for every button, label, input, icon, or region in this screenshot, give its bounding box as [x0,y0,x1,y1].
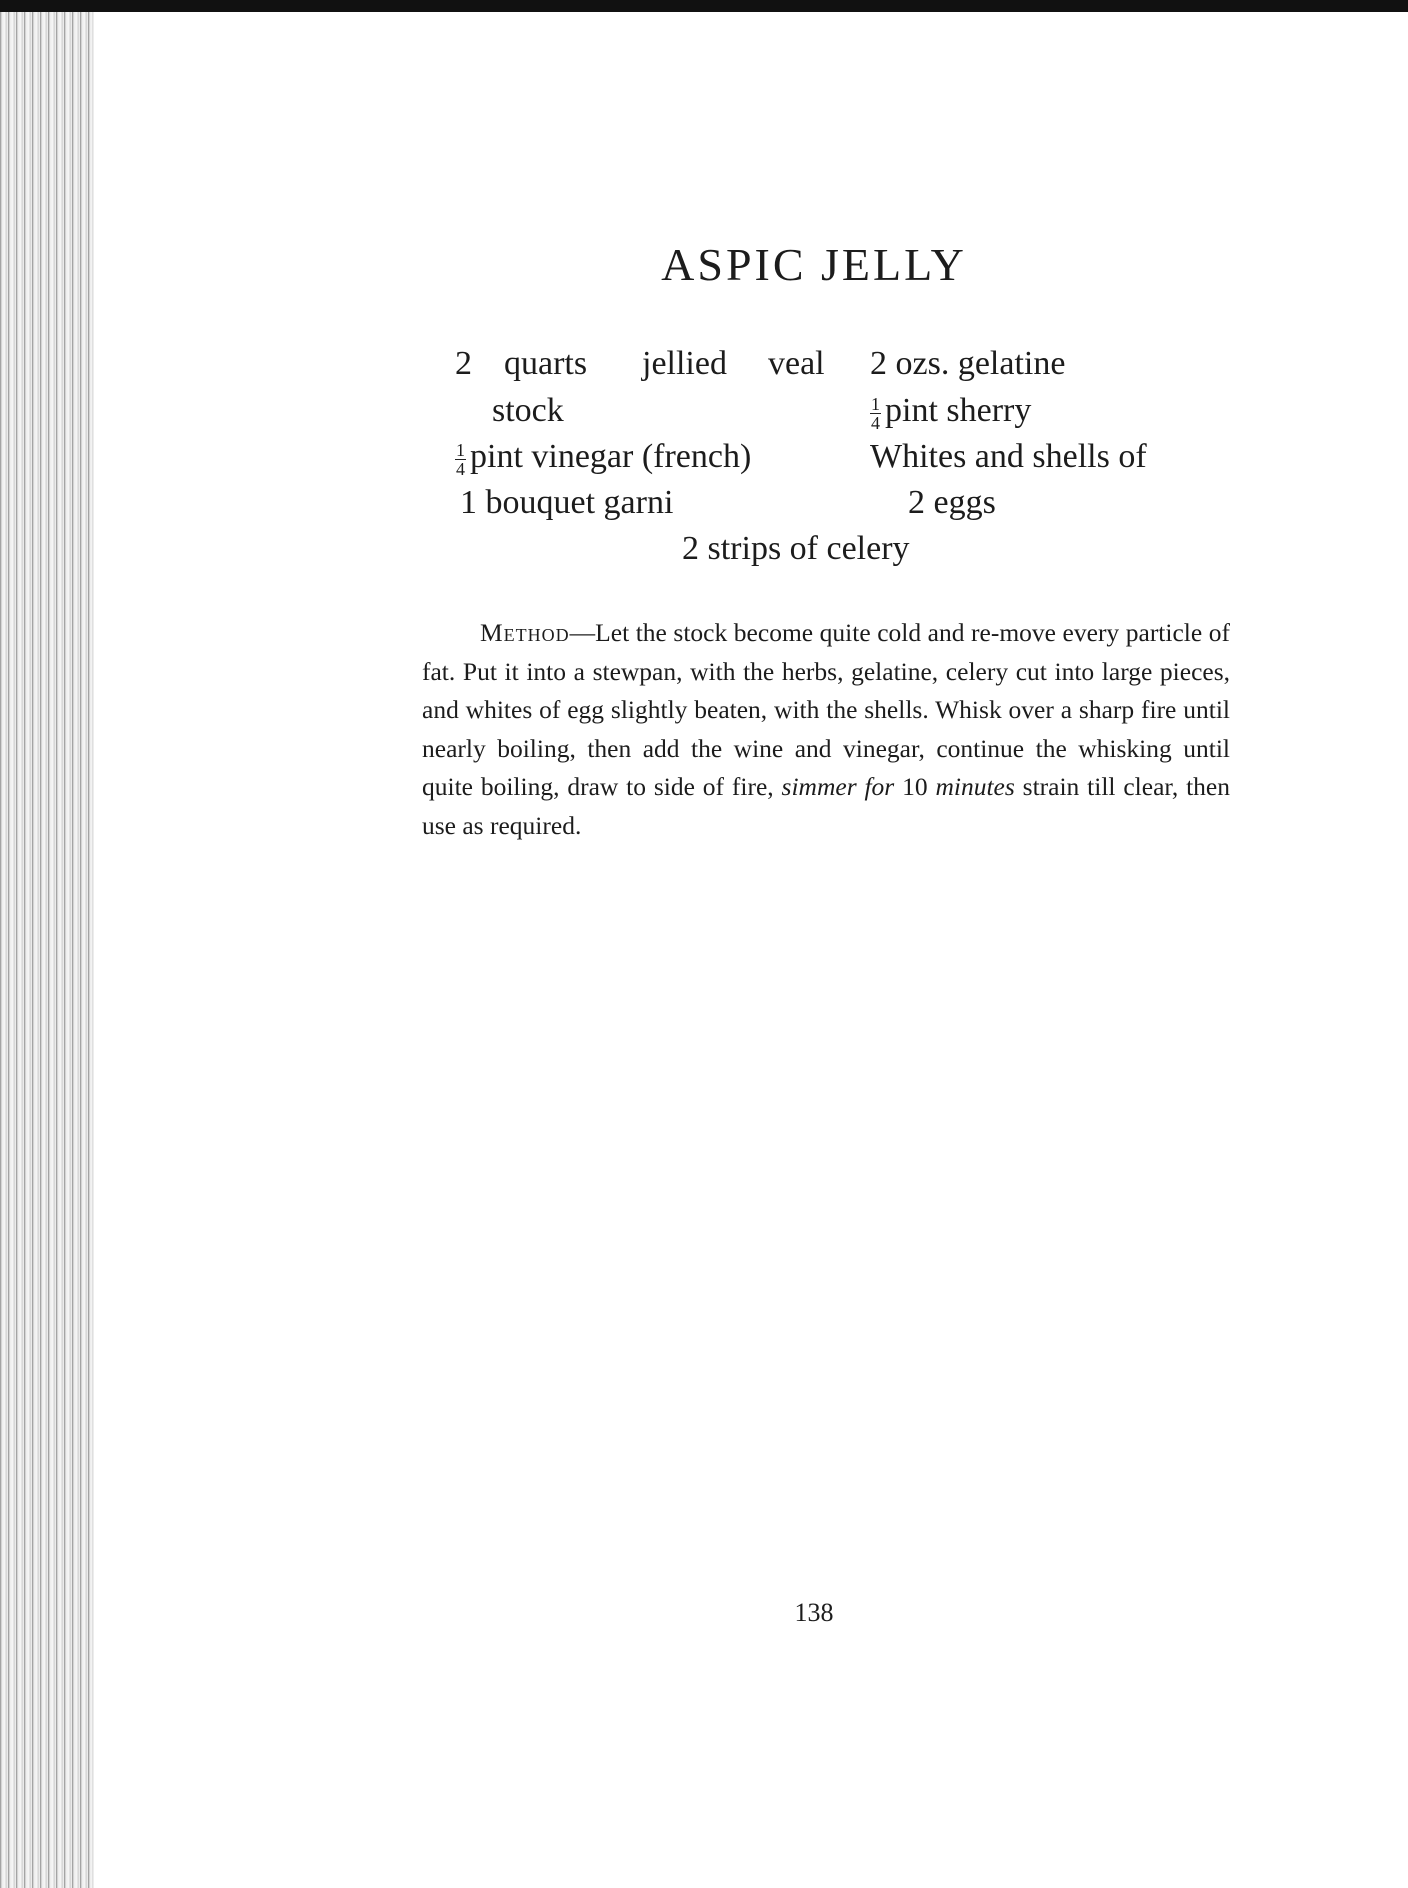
method-text: strain till clear, then use as required. [422,772,1230,840]
ingredient-word: veal [768,345,825,382]
recipe-title: ASPIC JELLY [661,239,967,290]
fraction-quarter: $\frac{1}{4}$ [456,439,465,479]
fraction-quarter: $\frac{1}{4}$ [871,393,880,433]
ingredient-bouquet: 1 bouquet garni [460,484,674,521]
ingredient-whites: Whites and shells of [870,438,1147,475]
ingredient-vinegar: $\frac{1}{4}$ pint vinegar (french) [456,438,752,479]
method-italic: minutes [935,772,1015,801]
ingredient-stock: stock [492,392,564,429]
ingredient-celery: 2 strips of celery [682,530,910,567]
method-italic: simmer for [781,772,895,801]
ingredient-word: quarts [504,345,588,382]
method-text: 10 [894,772,936,801]
ingredient-eggs: 2 eggs [908,484,996,521]
ingredient-sherry: $\frac{1}{4}$ pint sherry [871,392,1032,433]
ingredients-list [0,0,1408,600]
ingredient-word: jellied [642,345,727,382]
method-paragraph [422,614,1230,845]
ingredient-gelatine: 2 ozs. gelatine [870,345,1066,382]
page-number: 138 [794,1598,834,1627]
method-text: —Let the stock become quite cold and re-move every particle of fat. Put it into a stewpan, with the herbs, gelatine, celery cut into large pieces, and whites of egg slightly beaten, with the shells. Whisk over a sharp fire until nearly boiling, then add the wine and vinegar, continue the whisking until quite boiling, draw to side of fire, [422,618,1230,801]
method-label: Method [480,618,570,647]
ingredient-qty: 2 [455,345,472,382]
